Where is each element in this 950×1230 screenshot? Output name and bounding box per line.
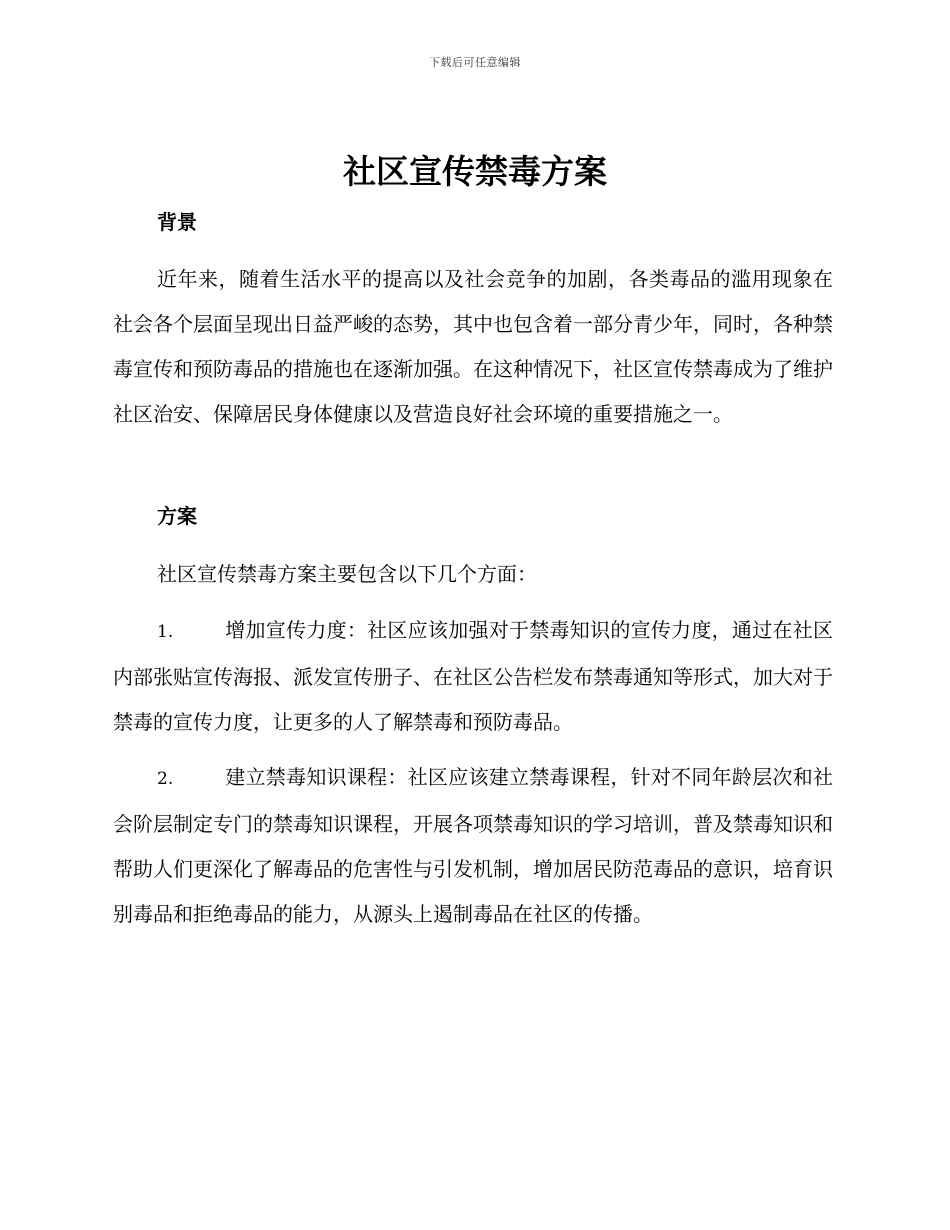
header-note: 下载后可任意编辑 [429,56,521,69]
list-item-text: 建立禁毒知识课程：社区应该建立禁毒课程，针对不同年龄层次和社会阶层制定专门的禁毒知识课程，开展各项禁毒知识的学习培训，普及禁毒知识和帮助人们更深化了解毒品的危害性与引发机制，增加居民防范毒品的意识，培育识别毒品和拒绝毒品的能力，从源头上遏制毒品在社区的传播。 [113,765,833,926]
plan-intro-paragraph: 社区宣传禁毒方案主要包含以下几个方面： [157,562,537,586]
list-item-text: 增加宣传力度：社区应该加强对于禁毒知识的宣传力度，通过在社区内部张贴宣传海报、派发宣传册子、在社区公告栏发布禁毒通知等形式，加大对于禁毒的宣传力度，让更多的人了解禁毒和预防毒品。 [113,618,833,734]
section-heading-background: 背景 [157,210,197,234]
plan-list-item [113,608,833,745]
plan-list-item [113,755,833,937]
background-paragraph: 近年来，随着生活水平的提高以及社会竞争的加剧，各类毒品的滥用现象在社会各个层面呈现出日益严峻的态势，其中也包含着一部分青少年，同时，各种禁毒宣传和预防毒品的措施也在逐渐加强。在这种情况下，社区宣传禁毒成为了维护社区治安、保障居民身体健康以及营造良好社会环境的重要措施之一。 [113,267,833,426]
list-item-number: 1. [157,622,174,642]
list-item-number: 2. [157,769,174,789]
document-title: 社区宣传禁毒方案 [343,152,607,191]
section-heading-plan: 方案 [157,504,197,528]
